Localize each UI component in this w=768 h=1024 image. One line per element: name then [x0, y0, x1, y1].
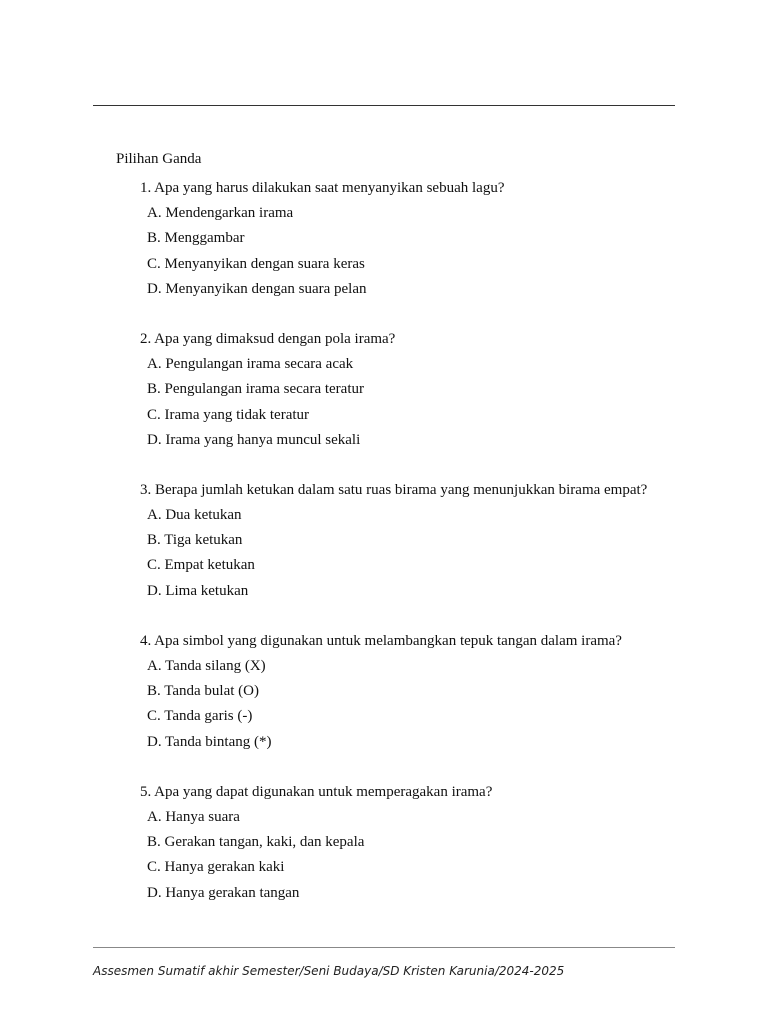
- question-text: 2. Apa yang dimaksud dengan pola irama?: [140, 330, 396, 347]
- option-a: A. Tanda silang (X): [147, 658, 266, 674]
- option-a: A. Hanya suara: [147, 808, 240, 825]
- question-3: [140, 478, 700, 604]
- option-d: D. Menyanyikan dengan suara pelan: [147, 280, 367, 297]
- question-5: [140, 780, 700, 906]
- option-c: C. Hanya gerakan kaki: [147, 859, 285, 876]
- option-a: A. Dua ketukan: [147, 507, 242, 524]
- option-b: B. Tanda bulat (O): [147, 683, 259, 700]
- header-divider: [93, 105, 675, 106]
- option-d: D. Irama yang hanya muncul sekali: [147, 431, 361, 448]
- question-list: [140, 176, 700, 931]
- option-c: C. Tanda garis (-): [147, 708, 253, 725]
- option-b: B. Pengulangan irama secara teratur: [147, 381, 364, 398]
- option-d: D. Tanda bintang (*): [147, 733, 272, 750]
- question-text: 4. Apa simbol yang digunakan untuk melambangkan tepuk tangan dalam irama?: [140, 632, 622, 649]
- question-2: [140, 327, 700, 453]
- option-a: A. Mendengarkan irama: [147, 205, 294, 222]
- option-c: C. Irama yang tidak teratur: [147, 406, 310, 423]
- option-b: B. Gerakan tangan, kaki, dan kepala: [147, 834, 365, 851]
- question-1: [140, 176, 700, 302]
- option-d: D. Lima ketukan: [147, 582, 249, 599]
- question-text: 5. Apa yang dapat digunakan untuk memperagakan irama?: [140, 783, 493, 800]
- question-text: 1. Apa yang harus dilakukan saat menyanyikan sebuah lagu?: [140, 180, 505, 196]
- option-c: C. Empat ketukan: [147, 557, 255, 574]
- option-b: B. Menggambar: [147, 230, 245, 247]
- option-d: D. Hanya gerakan tangan: [147, 884, 300, 901]
- footer-divider: [93, 947, 675, 948]
- section-title: Pilihan Ganda: [116, 151, 202, 167]
- option-c: C. Menyanyikan dengan suara keras: [147, 255, 365, 272]
- option-b: B. Tiga ketukan: [147, 532, 243, 549]
- question-4: [140, 629, 700, 755]
- footer-text: Assesmen Sumatif akhir Semester/Seni Budaya/SD Kristen Karunia/2024-2025: [93, 964, 565, 978]
- option-a: A. Pengulangan irama secara acak: [147, 356, 354, 373]
- question-text: 3. Berapa jumlah ketukan dalam satu ruas birama yang menunjukkan birama empat?: [140, 481, 648, 498]
